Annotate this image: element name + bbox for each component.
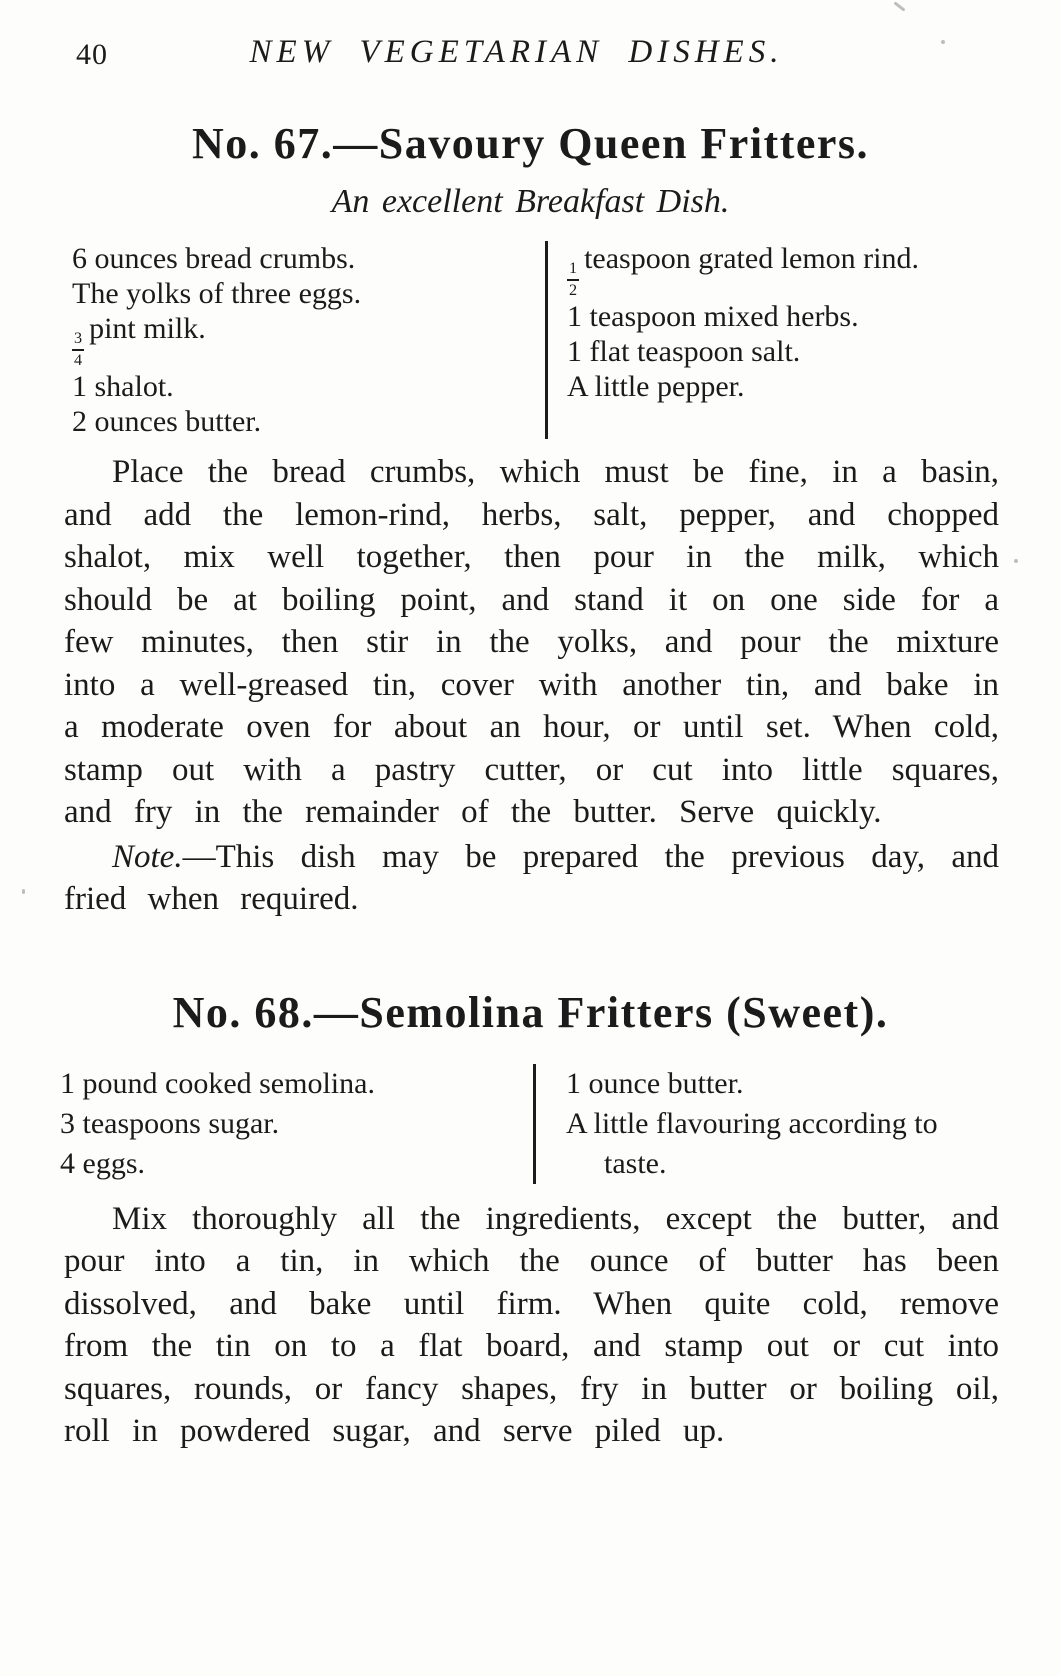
ingredients-right-column xyxy=(545,241,1003,439)
note-text: —This dish may be prepared the previous day, and fried when required. xyxy=(64,838,999,918)
ingredient-line: 4 eggs. xyxy=(60,1146,145,1180)
fraction-three-quarters: $\frac{3}{4}$ xyxy=(74,329,83,369)
ingredient-line xyxy=(72,311,545,369)
ingredients-right-column xyxy=(533,1064,1003,1184)
ingredient-text: pint milk. xyxy=(89,312,206,345)
fraction-one-half: $\frac{1}{2}$ xyxy=(569,259,578,299)
note-label: Note. xyxy=(112,838,183,875)
ingredients-left-column xyxy=(60,1064,533,1184)
scan-artifact xyxy=(22,889,25,894)
recipe-67-ingredients xyxy=(72,241,1003,439)
ingredient-line: 1 shalot. xyxy=(72,370,174,404)
recipe-67-instructions: Place the bread crumbs, which must be fine, in a basin, and add the lemon-rind, herbs, salt, pepper, and chopped shalot, mix well together, then pour in the milk, which should be at boiling point, and stand it on one side for a few minutes, then stir in the yolks, and pour the mixture into a well-greased tin, cover with another tin, and bake in a moderate oven for about an hour, or until set. When cold, stamp out with a pastry cutter, or cut into little squares, and fry in the remainder of the butter. Serve quickly. xyxy=(64,454,999,831)
recipe-68-instructions: Mix thoroughly all the ingredients, except the butter, and pour into a tin, in which the ounce of butter has been dissolved, and bake until firm. When quite cold, remove from the tin on to a flat board, and stamp out or cut into squares, rounds, or fancy shapes, fry in butter or boiling oil, roll in powdered sugar, and serve piled up. xyxy=(64,1200,999,1450)
ingredient-line: The yolks of three eggs. xyxy=(72,277,362,310)
ingredient-line: 1 teaspoon mixed herbs. xyxy=(567,300,859,334)
recipe-67-section xyxy=(0,116,1061,921)
recipe-67-heading: No. 67.—Savoury Queen Fritters. xyxy=(191,119,870,168)
ingredient-line: A little pepper. xyxy=(567,370,745,404)
page-header xyxy=(0,0,1061,78)
recipe-68-heading: No. 68.—Semolina Fritters (Sweet). xyxy=(172,987,889,1037)
page-number: 40 xyxy=(76,38,108,71)
ingredient-line: 3 teaspoons sugar. xyxy=(60,1106,280,1140)
running-title: NEW VEGETARIAN DISHES. xyxy=(249,34,784,70)
scan-artifact xyxy=(1014,559,1018,563)
ingredients-left-column xyxy=(72,241,545,439)
ingredient-text: teaspoon grated lemon rind. xyxy=(584,242,920,275)
ingredient-line: 2 ounces butter. xyxy=(72,405,262,439)
ingredient-line: A little flavouring according to taste. xyxy=(566,1106,938,1180)
ingredient-line xyxy=(567,241,1003,299)
ingredient-line: 1 flat teaspoon salt. xyxy=(567,335,801,369)
recipe-67-subtitle: An excellent Breakfast Dish. xyxy=(331,183,730,220)
ingredient-line: 1 ounce butter. xyxy=(566,1066,744,1100)
recipe-68-ingredients xyxy=(60,1064,1003,1184)
ingredient-line: 6 ounces bread crumbs. xyxy=(72,242,356,275)
ingredient-line: 1 pound cooked semolina. xyxy=(60,1066,375,1100)
recipe-68-section xyxy=(0,985,1061,1453)
recipe-67-note xyxy=(64,836,999,921)
